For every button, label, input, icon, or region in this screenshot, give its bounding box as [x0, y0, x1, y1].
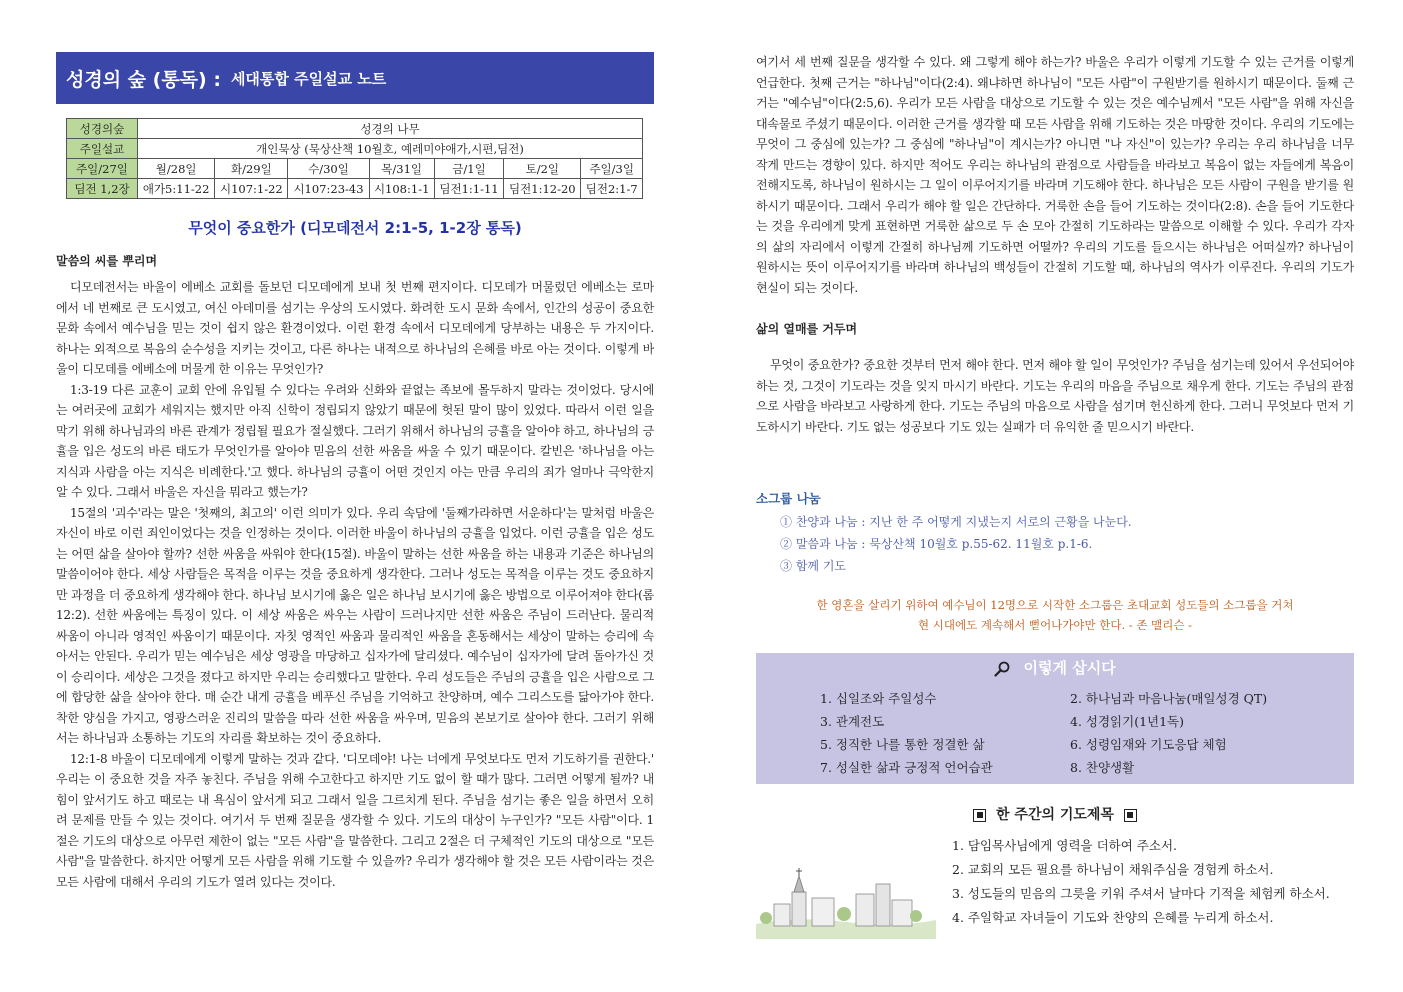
share-item: ② 말씀과 나눔 : 묵상산책 10월호 p.55-62. 11월호 p.1-6. [780, 537, 1093, 551]
sermon-body [56, 277, 654, 892]
section-heading: 삶의 열매를 거두며 [756, 322, 858, 336]
square-bullet-icon [1124, 809, 1137, 822]
schedule-reading: 딤전1:12-20 [504, 179, 581, 199]
schedule-label: 딤전 1,2장 [67, 179, 138, 199]
live-item: 4. 성경읽기(1년1독) [1070, 714, 1185, 729]
live-box [756, 653, 1354, 784]
live-title: 이렇게 삽시다 [1023, 659, 1116, 677]
paragraph: 디모데전서는 바울이 에베소 교회를 돌보던 디모데에게 보내 첫 번째 편지이다. 디모데가 머물렀던 에베소는 로마에서 네 번째로 큰 도시였고, 여신 아데미를 섬기는 우상의 도시였다. 화려한 도시 문화 속에서, 인간의 성공이 중요한 문화 속에서 예수님을 믿는 것이 쉽지 않은 환경이었다. 이런 환경 속에서 디모데에게 당부하는 내용은 두 가지이다. 하나는 외적으로 복음의 순수성을 지키는 것이고, 다른 하나는 내적으로 하나님의 은혜를 바로 아는 것이다. 이렇게 바울이 디모데를 에베소에 머물게 한 이유는 무엇인가? [56, 280, 654, 376]
right-column [756, 52, 1354, 944]
prayer-item: 2. 교회의 모든 필요를 하나님이 채워주심을 경험케 하소서. [952, 862, 1274, 877]
paragraph: 여기서 세 번째 질문을 생각할 수 있다. 왜 그렇게 해야 하는가? 바울은 우리가 이렇게 기도할 수 있는 근거를 이렇게 언급한다. 첫째 근거는 "하나님"이다(2:4). 왜냐하면 하나님이 "모든 사람"이 구원받기를 원하시기 때문이다. 둘째 근거는 "예수님"이다(2:5,6). 우리가 모든 사람을 대상으로 기도할 수 있는 것은 예수님께서 "모든 사람"을 위해 자신을 대속물로 주셨기 때문이다. 이러한 근거를 생각할 때 모든 사람을 위해 기도하는 것은 마땅한 것이다. 우리의 기도에는 무엇이 그 중심에 있는가? 그 중심에 "하나님"이 계시는가? 아니면 "나 자신"이 있는가? 우리는 우리 하나님을 너무 작게 만드는 경향이 있다. 하지만 적어도 우리는 하나님의 관점으로 사람들을 바라보고 복음이 없는 자들에게 복음이 전해지도록, 하나님이 원하시는 그 일이 이루어지기를 바라며 기도해야 한다. 하나님은 모든 사람이 구원을 받기를 원하시기 때문이다. 그래서 우리가 해야 할 일은 간단하다. 거룩한 손을 들어 기도하는 것이다(2:8). 손을 들어 기도한다는 것을 우리에게 맞게 표현하면 거룩한 삶으로 두 손 모아 간절히 기도하라는 말씀으로 이해할 수 있다. 우리가 각자의 삶의 자리에서 이렇게 간절히 하나님께 기도하면 어떨까? 우리의 기도를 들으시는 하나님은 어떠실까? 하나님이 원하시는 뜻이 이루어지기를 바라며 하나님의 백성들이 간절히 기도할 때, 하나님의 역사가 이루진다. 우리의 기도가 현실이 되는 것이다. [756, 55, 1354, 295]
live-item: 8. 찬양생활 [1070, 760, 1135, 775]
header-subtitle: 세대통합 주일설교 노트 [230, 69, 387, 88]
live-heading [756, 653, 1354, 678]
share-item: ③ 함께 기도 [780, 559, 846, 573]
schedule-cell: 성경의 나무 [138, 119, 643, 139]
schedule-label: 주일/27일 [67, 159, 138, 179]
share-item: ① 찬양과 나눔 : 지난 한 주 어떻게 지냈는지 서로의 근황을 나눈다. [780, 515, 1132, 529]
schedule-reading: 시107:1-22 [215, 179, 288, 199]
schedule-label: 주일설교 [67, 139, 138, 159]
schedule-reading: 시107:23-43 [288, 179, 369, 199]
share-title: 소그룹 나눔 [756, 491, 821, 506]
live-item: 1. 십일조와 주일성수 [820, 691, 937, 706]
prayer-list [952, 834, 1330, 930]
live-item: 7. 성실한 삶과 긍정적 언어습관 [820, 760, 993, 775]
schedule-day: 월/28일 [138, 159, 215, 179]
live-item: 3. 관계전도 [820, 714, 885, 729]
live-item: 2. 하나님과 마음나눔(매일성경 QT) [1070, 691, 1268, 706]
live-item: 5. 정직한 나를 통한 정결한 삶 [820, 737, 985, 752]
church-town-illustration [756, 864, 936, 939]
schedule-cell: 개인묵상 (묵상산책 10월호, 예레미야애가,시편,딤전) [138, 139, 643, 159]
left-column [56, 52, 654, 892]
sermon-title: 무엇이 중요한가 (디모데전서 2:1-5, 1-2장 통독) [188, 219, 522, 237]
schedule-reading: 딤전2:1-7 [581, 179, 643, 199]
paragraph: 12:1-8 바울이 디모데에게 이렇게 말하는 것과 같다. '디모데야! 나는 너에게 무엇보다도 먼저 기도하기를 권한다.' 우리는 이 중요한 것을 자주 놓친다. 주님을 위해 수고한다고 하지만 기도 없이 할 때가 많다. 그러면 어떻게 될까? 내 힘이 앞서기도 하고 때로는 내 욕심이 앞서게 되고 그래서 일을 그르치게 된다. 주님을 섬기는 좋은 일을 하면서 오히려 문제를 만들 수 있는 것이다. 여기서 두 번째 질문을 생각할 수 있다. 기도의 대상이 누구인가? "모든 사람"이다. 1절은 기도의 대상으로 아무런 제한이 없는 "모든 사람"을 말씀한다. 그리고 2절은 더 구체적인 기도의 대상으로 "모든 사람"을 말씀한다. 하지만 어떻게 모든 사람을 위해 기도할 수 있을까? 우리가 생각해야 할 것은 모든 사람이라는 것은 모든 사람에 대해서 우리의 기도가 열려 있다는 것이다. [56, 751, 654, 889]
schedule-reading: 딤전1:1-11 [434, 179, 503, 199]
live-list [820, 689, 1334, 778]
magnifier-icon [994, 661, 1010, 677]
prayer-title: 한 주간의 기도제목 [996, 807, 1114, 823]
quote-line: 한 영혼을 살리기 위하여 예수님이 12명으로 시작한 소그룹은 초대교회 성도들의 소그룹을 거쳐 [816, 598, 1294, 612]
schedule-reading: 시108:1-1 [369, 179, 434, 199]
schedule-table [66, 118, 643, 199]
schedule-day: 금/1일 [434, 159, 503, 179]
quote [756, 595, 1354, 635]
schedule-day: 주일/3일 [581, 159, 643, 179]
schedule-day: 목/31일 [369, 159, 434, 179]
prayer-item: 4. 주일학교 자녀들이 기도와 찬양의 은혜를 누리게 하소서. [952, 910, 1274, 925]
header-bar [56, 52, 654, 104]
section-heading: 말씀의 씨를 뿌리며 [56, 254, 158, 268]
header-title: 성경의 숲 (통독) : [66, 68, 221, 91]
schedule-day: 화/29일 [215, 159, 288, 179]
prayer-item: 3. 성도들의 믿음의 그릇을 키워 주셔서 날마다 기적을 체험케 하소서. [952, 886, 1330, 901]
live-item: 6. 성령임재와 기도응답 체험 [1070, 737, 1227, 752]
schedule-day: 수/30일 [288, 159, 369, 179]
paragraph: 1:3-19 다른 교훈이 교회 안에 유입될 수 있다는 우려와 신화와 끝없는 족보에 몰두하지 말라는 것이었다. 당시에는 여러곳에 교회가 세워지는 했지만 아직 신학이 정립되지 않았기 때문에 헛된 말이 많이 있었다. 따라서 이런 일을 막기 위해 하나님과의 바른 관계가 정립될 필요가 절실했다. 그러기 위해서 하나님의 긍휼을 알아야 하고, 하나님의 긍휼을 입은 성도의 바른 태도가 무엇인가를 알아야 믿음의 선한 싸움을 싸울 수 있기 때문이다. 칼빈은 '하나님을 아는 지식과 사람을 아는 지식은 비례한다.'고 했다. 하나님의 긍휼이 어떤 것인지 아는 만큼 우리의 죄가 얼마나 극악한지 알 수 있다. 그래서 바울은 자신을 뭐라고 했는가? [56, 382, 654, 499]
schedule-reading: 애가5:11-22 [138, 179, 215, 199]
paragraph: 15절의 '괴수'라는 말은 '첫째의, 최고의' 이런 의미가 있다. 우리 속담에 '둘째가라하면 서운하다'는 말처럼 바울은 자신이 바로 이런 죄인이었다는 것을 인정하는 것이다. 이러한 바울이 하나님의 긍휼을 입었다. 이런 긍휼을 입은 성도는 어떤 삶을 살아야 할까? 선한 싸움을 싸워야 한다(15절). 바울이 말하는 선한 싸움을 하는 내용과 기준은 하나님의 말씀이어야 한다. 세상 사람들은 목적을 이루는 것을 중요하게 생각한다. 그러나 성도는 목적을 이루는 것도 중요하지만 과정을 더 중요하게 생각해야 한다. 하나님 보시기에 옳은 일은 하나님 보시기에 옳은 방법으로 이루어져야 한다(롬 12:2). 선한 싸움에는 특징이 있다. 이 세상 싸움은 싸우는 사람이 드러나지만 선한 싸움은 주님이 드러난다. 물리적 싸움이 아니라 영적인 싸움이기 때문이다. 자칫 영적인 싸움과 물리적인 싸움을 혼동해서는 세상이 말하는 승리에 속아서는 안된다. 우리가 믿는 예수님은 세상 영광을 마당하고 십자가에 달리셨다. 예수님이 십자가에 달려 돌아가신 것이 승리이다. 세상은 그것을 졌다고 하지만 우리는 승리했다고 말한다. 우리 성도들은 주님의 긍휼을 입은 사람으로 그에 합당한 삶을 살아야 한다. 매 순간 내게 긍휼을 베푸신 주님을 기억하고 찬양하며, 예수 그리스도를 닮아가야 한다. 착한 양심을 가지고, 영광스러운 진리의 말씀을 따라 선한 싸움을 싸우며, 믿음의 본보기로 살아야 한다. 그러기 위해서는 하나님과 소통하는 기도의 자리를 확보하는 것이 중요하다. [56, 505, 654, 745]
quote-line: 현 시대에도 계속해서 뻗어나가야만 한다. - 존 맬리슨 - [918, 618, 1192, 632]
prayer-section [756, 834, 1354, 944]
schedule-day: 토/2일 [504, 159, 581, 179]
square-bullet-icon [973, 809, 986, 822]
prayer-item: 1. 담임목사님에게 영력을 더하여 주소서. [952, 838, 1177, 853]
schedule-label: 성경의숲 [67, 119, 138, 139]
prayer-heading [756, 804, 1354, 824]
paragraph: 무엇이 중요한가? 중요한 것부터 먼저 해야 한다. 먼저 해야 할 일이 무엇인가? 주님을 섬기는데 있어서 우선되어야 하는 것, 그것이 기도라는 것을 잊지 마시기 바란다. 기도는 우리의 마음을 주님으로 채우게 한다. 기도는 주님의 관점으로 사람을 바라보고 사랑하게 한다. 기도는 주님의 마음으로 사람을 섬기며 헌신하게 한다. 그러니 무엇보다 먼저 기도하시기 바란다. 기도 없는 성공보다 기도 있는 실패가 더 유익한 줄 믿으시기 바란다. [756, 358, 1354, 434]
